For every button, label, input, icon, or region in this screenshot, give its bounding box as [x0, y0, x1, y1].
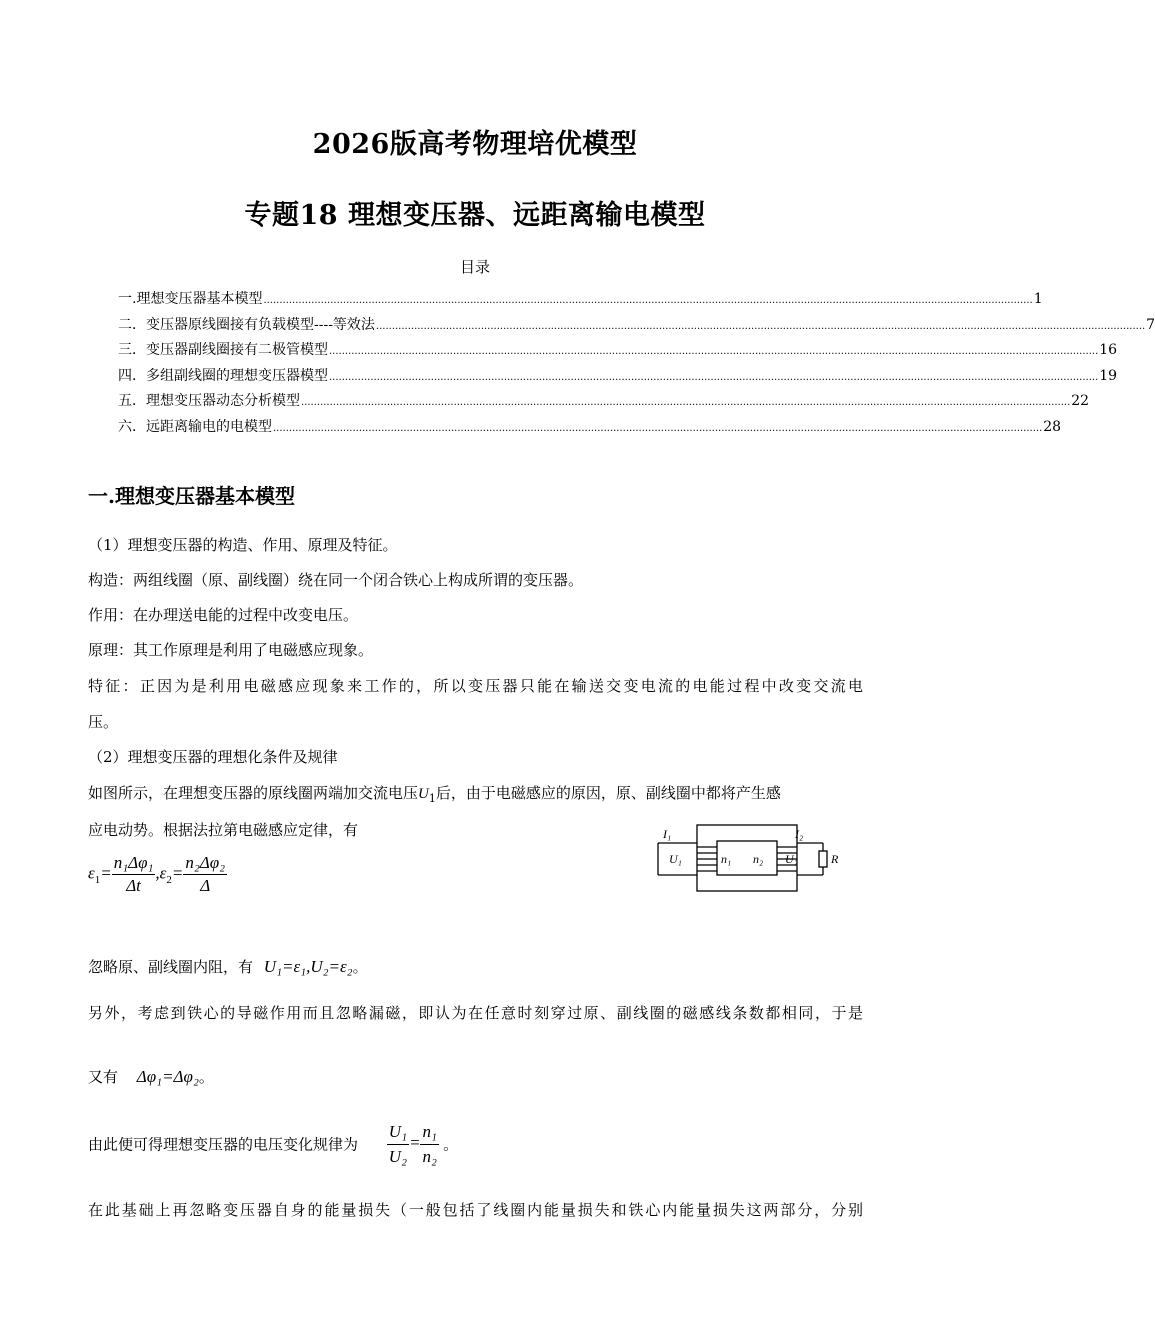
toc-item-page: 16	[1099, 342, 1118, 358]
transformer-circuit	[655, 823, 850, 895]
label-n2: n₂	[753, 852, 764, 866]
toc-item[interactable]	[118, 365, 1118, 391]
toc-item[interactable]	[118, 390, 1090, 416]
toc-item[interactable]	[118, 416, 1062, 442]
paragraph	[88, 782, 863, 810]
toc-item-label: 五．理想变压器动态分析模型	[118, 393, 300, 409]
fraction	[420, 1120, 438, 1169]
denominator: U₂	[388, 1147, 407, 1166]
text: 由此便可得理想变压器的电压变化规律为	[88, 1135, 359, 1154]
toc-item-label: 四．多组副线圈的理想变压器模型	[118, 367, 328, 384]
text: 。	[198, 1068, 214, 1086]
denominator: n₂	[422, 1147, 437, 1166]
toc-leader: ..................................................................................................................................................................................................................................................	[301, 397, 1071, 408]
toc-item-label: 一.理想变压器基本模型	[118, 291, 263, 307]
paragraph: 在此基础上再忽略变压器自身的能量损失（一般包括了线圈内能量损失和铁心内能量损失这两部分，分别	[88, 1201, 863, 1219]
label-U1: U₁	[669, 852, 682, 866]
paragraph: 作用：在办理送电能的过程中改变电压。	[88, 606, 359, 624]
toc-item-page: 19	[1099, 367, 1118, 384]
paragraph: 原理：其工作原理是利用了电磁感应现象。	[88, 641, 374, 659]
numerator: n₁Δφ₁	[112, 852, 156, 875]
flux-equation: Δφ₁=Δφ₂	[136, 1067, 199, 1086]
toc-item[interactable]	[118, 339, 1118, 365]
text: 。	[443, 1135, 459, 1154]
text: 又有	[88, 1068, 119, 1086]
paragraph: （1）理想变压器的构造、作用、原理及特征。	[88, 536, 398, 554]
label-R: R	[831, 852, 839, 866]
denominator: Δt	[126, 876, 141, 895]
iron-core-outer	[697, 825, 797, 891]
toc-leader: ..................................................................................................................................................................................................................................................	[273, 422, 1043, 434]
transformer-diagram	[655, 823, 850, 899]
numerator: n₂Δφ₂	[183, 852, 227, 875]
toc-item-label: 二．变压器原线圈接有负载模型----等效法	[118, 316, 375, 333]
doc-subtitle: 专题18 理想变压器、远距离输电模型	[244, 200, 706, 231]
faraday-formula: $\varepsilon_1=$ $\frac{\text{n₁Δφ₁}}{\Delta t}$ $,\varepsilon_2=$ $\frac{\text{n₂Δφ₂}}{\Delta}$	[88, 853, 226, 895]
paragraph	[88, 956, 863, 978]
label-I2: I₂	[795, 827, 804, 841]
denominator: Δ	[200, 876, 211, 895]
paragraph: 压。	[88, 713, 119, 731]
section-heading: 一.理想变压器基本模型	[88, 484, 295, 508]
toc-leader: ..................................................................................................................................................................................................................................................	[329, 371, 1099, 383]
resistor	[819, 851, 827, 867]
toc-heading: 目录	[459, 258, 490, 276]
epsilon-symbol: ε	[159, 863, 167, 883]
toc-item-page: 1	[1033, 291, 1043, 307]
paragraph	[88, 1120, 863, 1169]
variable: U	[418, 786, 429, 802]
toc-leader: ..................................................................................................................................................................................................................................................	[375, 320, 1146, 332]
fraction	[183, 852, 227, 897]
paragraph: 应电动势。根据法拉第电磁感应定律，有	[88, 821, 359, 839]
paragraph: （2）理想变压器的理想化条件及规律	[88, 748, 338, 766]
toc-item[interactable]	[118, 314, 1155, 340]
toc-item-page: 7	[1146, 316, 1155, 333]
fraction	[112, 852, 156, 897]
toc-item-label: 六．远距离输电的电模型	[118, 418, 272, 435]
table-of-contents	[118, 288, 1155, 441]
numerator: U₁	[387, 1120, 409, 1145]
toc-leader: ..................................................................................................................................................................................................................................................	[329, 346, 1099, 357]
text: 忽略原、副线圈内阻，有	[88, 958, 254, 976]
epsilon-symbol: ε	[88, 863, 95, 883]
paragraph: 特征：正因为是利用电磁感应现象来工作的，所以变压器只能在输送交变电流的电能过程中改变交流电	[88, 677, 863, 695]
toc-item-label: 三．变压器副线圈接有二极管模型	[118, 342, 328, 358]
toc-leader: ..................................................................................................................................................................................................................................................	[263, 295, 1033, 306]
toc-item[interactable]	[118, 288, 1043, 314]
subscript: 1	[428, 792, 436, 805]
label-I1: I₁	[663, 827, 672, 841]
voltage-ratio-formula: $\frac{\text{U₁}}{\text{U₂}}$ = $\frac{\text{n₁}}{\text{n₂}}$	[387, 1133, 443, 1152]
label-U2: U₂	[785, 852, 798, 866]
emf-equation: U₁=ε₁,U₂=ε₂	[263, 957, 353, 976]
toc-item-page: 22	[1071, 393, 1090, 409]
numerator: n₁	[420, 1120, 438, 1145]
toc-item-page: 28	[1043, 418, 1062, 435]
text: 。	[352, 958, 368, 976]
paragraph	[88, 1066, 863, 1088]
text: 后，由于电磁感应的原因，原、副线圈中都将产生感	[435, 784, 781, 802]
fraction	[387, 1120, 409, 1169]
doc-title: 2026版高考物理培优模型	[312, 129, 638, 160]
paragraph: 另外，考虑到铁心的导磁作用而且忽略漏磁，即认为在任意时刻穿过原、副线圈的磁感线条数都相同，于是	[88, 1004, 863, 1022]
paragraph: 构造：两组线圈（原、副线圈）绕在同一个闭合铁心上构成所谓的变压器。	[88, 571, 584, 589]
text: 如图所示，在理想变压器的原线圈两端加交流电压	[88, 784, 419, 802]
label-n1: n₁	[721, 852, 732, 866]
